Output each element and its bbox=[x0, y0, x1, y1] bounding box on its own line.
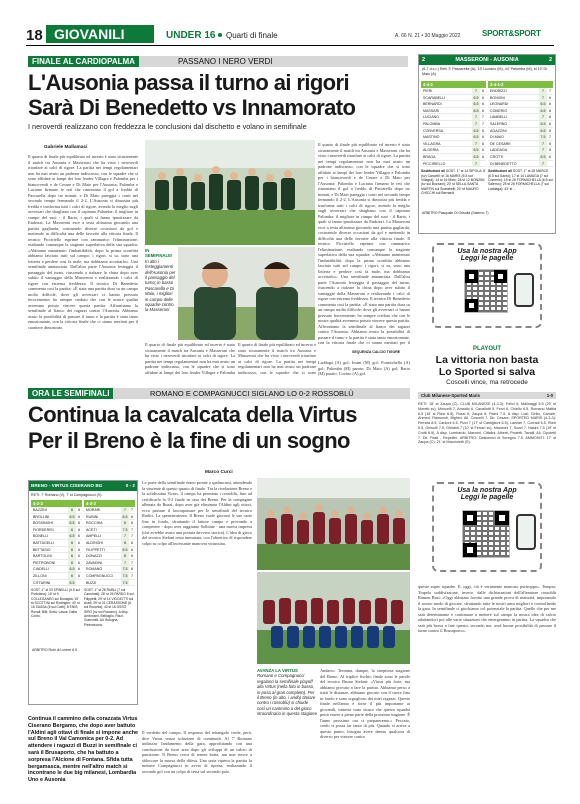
player-rating-alt: 6 bbox=[78, 540, 80, 545]
player-name: CIADELLI bbox=[33, 567, 49, 572]
article1-photo-bottom bbox=[178, 247, 315, 340]
section-label: GIOVANILI bbox=[54, 26, 125, 42]
player-rating-alt: 6 bbox=[482, 95, 484, 100]
player-rating: 7 bbox=[539, 88, 547, 94]
team1-row bbox=[421, 154, 486, 161]
player-name: SALERNO bbox=[490, 121, 508, 126]
virtus-row bbox=[84, 553, 135, 560]
article1-subtitle: I neroverdi realizzano con freddezza le conclusioni dal dischetto e volano in semifinale bbox=[28, 122, 307, 131]
player-rating-alt: 6 bbox=[549, 95, 551, 100]
player-name: SCARABELLI bbox=[423, 95, 446, 100]
team1-row bbox=[421, 114, 486, 121]
player-name: BUZZI bbox=[86, 580, 97, 585]
player-name: DI BENEDETTO bbox=[490, 161, 517, 166]
player-rating: 6.5 bbox=[473, 154, 479, 159]
team1-row bbox=[421, 101, 486, 108]
playout-subtitle: Coscelli vince, ma retrocede bbox=[446, 379, 528, 386]
article2-lead: Continua il cammino della corazzata Virtus Ciserano Bergamo, che dopo aver battuto l'Aldini agli ottavi di finale si impone anche sul Breno il Val Camonica per 0-2. Ad attendere i ragazzi di Buzzi in semifinale ci sarà il Brusaporto, che ha battuto a sorpresa l'Alcione di Fontana. Sfida tutta bergamasca, mentre nell'altro match si incontrano le due big milanesi, Lombardia Uno e Ausonia bbox=[28, 716, 138, 784]
player-rating-alt: 6 bbox=[482, 102, 484, 107]
team2-row bbox=[488, 134, 553, 141]
breno-row bbox=[31, 527, 82, 534]
article2-caption-title: AVANZA LA VIRTUS bbox=[257, 668, 298, 673]
player-rating-alt: 7 bbox=[549, 89, 551, 93]
kicker-tag-1: FINALE AL CARDIOPALMA bbox=[28, 56, 139, 67]
breno-row bbox=[31, 560, 82, 567]
player-rating: 6 bbox=[68, 527, 76, 533]
player-rating: 6.5 bbox=[69, 514, 75, 519]
player-name: BOSSINGHI bbox=[33, 521, 53, 526]
player-name: ROMANO bbox=[86, 567, 103, 572]
breno-row bbox=[31, 507, 82, 514]
player-rating-alt: 6 bbox=[78, 547, 80, 552]
player-rating-alt bbox=[129, 580, 135, 586]
scorebox-2-score: 0 - 2 bbox=[125, 483, 135, 488]
page-header bbox=[0, 0, 580, 46]
team2-module: 3-4-1-2 bbox=[488, 81, 553, 88]
breno-row bbox=[31, 520, 82, 527]
bullet-icon bbox=[218, 33, 222, 37]
subcategory-label: Quarti di finale bbox=[226, 31, 278, 40]
player-rating-alt: 6 bbox=[482, 128, 484, 133]
playout-title-line1: La vittoria non basta bbox=[435, 354, 539, 366]
virtus-row bbox=[84, 560, 135, 567]
virtus-ratings bbox=[84, 500, 135, 586]
player-rating: 7.5 bbox=[122, 567, 128, 572]
team2-row bbox=[488, 101, 553, 108]
player-rating: 7.5 bbox=[122, 580, 128, 585]
player-rating-alt: 6 bbox=[131, 521, 133, 526]
player-rating: 6.5 bbox=[473, 102, 479, 107]
breno-arbiter: ARBITRO Rubi di Lovere 6.5 bbox=[32, 648, 77, 653]
team2-row bbox=[488, 161, 553, 168]
category-label: UNDER 16 bbox=[166, 30, 216, 41]
phone-icon bbox=[514, 273, 534, 307]
team2-row bbox=[488, 141, 553, 148]
team1-row bbox=[421, 161, 486, 168]
player-rating: 6 bbox=[68, 553, 76, 559]
player-rating: 7 bbox=[539, 141, 547, 147]
player-rating-alt: 6 bbox=[549, 154, 551, 159]
player-rating: 6 bbox=[68, 547, 76, 553]
scorebox-1 bbox=[418, 54, 556, 234]
player-rating: 6.5 bbox=[540, 128, 546, 133]
team2-row bbox=[488, 147, 553, 154]
player-rating-alt: 7 bbox=[131, 527, 133, 532]
article1-author: Gabriele Mallamaci bbox=[44, 145, 88, 150]
team2-row bbox=[488, 114, 553, 121]
article1-body-col1: Il quarto di finale più equilibrato ed incerto è stato sicuramente il match tra Ausonia e Masseroni che ha visto i neroverdi trionfare ai calci di rigore. La partita nei tempi regolamentari non ha mai avuto un padrone indiscusso, con le squadre che si sono affidate ai lampi dei loro leader Villagra e Palomba per i biancoverdi e de Cesare e Di Maio per l'Ausonia; Palomba e Luciano firmano le reti che rimontano il gol a freddo di Pascarella dopo tre minuti, e Di Maio pareggia i conti nel secondo tempo fermando il 2-2. L'Ausonia si dimostra più fredda e trasforma tutti i calci di rigore, avendo la meglio sugli avversari che sbagliano con il capitano Palomba: il migliore in campo del suoi - il Rario, i quali si fanno ipnotizzare da Endrizzi. La Masseroni esce a testa altissima giocando una partita gagliarda, costruendo diverse occasioni da gol e mettendo in difficoltà una delle favorite alla vittoria finale. Il tecnico Picciriello esprime con rammarico l'eliminazione, esaltando comunque la stagione superlativa della sua squadra: «Abbiamo mantenuto l'imbattibilità, dopo la prima sconfitta abbiamo lasciato tutti sul campo: i rigori, si sa, sono una lotteria e perdere così fa male, ma dobbiamo accettarlo». Una semifinale annunciata. Dall'altra parte l'Ausonia festeggia il passaggio del turno, riuscendo a rialzare la china dopo aver subito il vantaggio della Masseroni e realizzando i calci di rigore con estrema freddezza. Il tecnico Di Benedetto commenta così la partita: «È stata una partita dura su un campo molto difficile, dove gli avversari ci hanno pressato ferocemente; ho sempre creduto che con le nostre qualità avremmo potuto vincere questa partita. Affrontiamo la semifinale al fianco dei ragazzi contro l'Ausonia. Abbiamo avuto la possibilità di passare il turno e la partita è stata tanto emozionante, con la vittoria finale che ci siamo meritati per il carattere dimostrato. bbox=[28, 154, 138, 330]
player-name: CITTARINI bbox=[33, 580, 51, 585]
breno-row bbox=[31, 540, 82, 547]
player-name: BROLLINI bbox=[33, 514, 50, 519]
player-rating-alt: 6 bbox=[131, 540, 133, 545]
team1-row bbox=[421, 141, 486, 148]
player-name: BERNARDI bbox=[423, 102, 442, 107]
team2-row bbox=[488, 108, 553, 115]
player-rating-alt: 6 bbox=[78, 534, 80, 539]
section-badge bbox=[46, 25, 154, 43]
player-rating: 6 bbox=[68, 560, 76, 566]
player-rating: 6.5 bbox=[540, 108, 546, 113]
player-rating: 6.5 bbox=[69, 521, 75, 526]
virtus-row bbox=[84, 514, 135, 521]
player-rating-alt: 7 bbox=[482, 115, 484, 120]
virtus-row bbox=[84, 580, 135, 587]
player-name: BAZZINI bbox=[33, 508, 47, 512]
subs2 bbox=[488, 169, 553, 209]
scorebox-1-title: MASSERONI - AUSONIA bbox=[455, 57, 519, 63]
article2-body-col1: Le porte della semifinale erano pronte a spalancarsi, attendendo la vincente di questo quarto di finale. Tra la rivelazione Breno e la solidissima Virtus, il campo ha premiato i rossoblù, fino ad certificarlo lo 0-2 finale in casa dei Breno. Per la compagine allenata da Buzzi, dopo aver già eliminato l'Aldini agli ottavi, ecco passare il lasciapassare per le semifinali del tecnico Radici. La spensieratezza. Il Breno vuole giocarsi le sue carte fino in fondo, sfruttando il fattore campo e provando a competere - dopo aver raggiunto Solbiate - una nuova impresa (che avrebbe avuto una portata davvero storica). L'idea di gioco del tecnico Stefani resta immutata, con l'obiettivo di rispondere colpo su colpo all'incessante manovra virtussina. bbox=[142, 480, 252, 546]
virtus-row bbox=[84, 507, 135, 514]
breno-row bbox=[31, 547, 82, 554]
player-rating: 6.5 bbox=[69, 534, 75, 539]
player-rating: 6.5 bbox=[473, 128, 479, 133]
player-name: BETTASIO bbox=[33, 547, 51, 552]
subs1-title: Sostituzioni all bbox=[421, 169, 445, 174]
team1-ratings bbox=[421, 81, 486, 167]
player-name: LAMBELLI bbox=[490, 115, 508, 120]
team1-row bbox=[421, 88, 486, 95]
team1-module: 4-4-2 bbox=[421, 81, 486, 88]
player-name: ALGERIA bbox=[423, 148, 439, 153]
player-rating: 7 bbox=[472, 88, 480, 94]
playout-teams: Club Milanese-Sported Maris bbox=[421, 393, 480, 398]
player-name: ALDRIGHI bbox=[86, 540, 103, 545]
team1-row bbox=[421, 147, 486, 154]
player-rating: 6 bbox=[121, 553, 129, 559]
breno-row bbox=[31, 514, 82, 521]
article2-photo-top bbox=[257, 478, 410, 570]
player-rating: 6 bbox=[121, 540, 129, 546]
playout-score: 1-0 bbox=[546, 393, 553, 398]
player-rating: 7.5 bbox=[122, 527, 128, 532]
player-name: MORARI bbox=[86, 508, 101, 512]
app-promo-1[interactable] bbox=[432, 243, 542, 328]
player-rating-alt: 7 bbox=[482, 121, 484, 126]
kicker-text-1: PASSANO I NERO VERDI bbox=[178, 57, 273, 66]
player-rating: 6.5 bbox=[69, 580, 75, 585]
kicker-band-1 bbox=[28, 56, 408, 67]
player-name: PICCIRIELLO bbox=[423, 161, 446, 166]
article2-body-col4: queste super squadre. E, oggi, ciò è veramente mancato purtroppo». Tempra. Trapela soddisfazione, invece, dalle dichiarazioni dell'allenatore rossoblù Ramon Busi: «Oggi abbiamo fornito una grande prova di maturità, imponendo il nostro modo di giocare, sfruttando tutte le nostri armi migliori e controllando la gara. In semifinale ci giochiamo col potenziale la partita. Quello che per me sarà determinante è continuare a mettere sul campo la nostra idea di calcio adattandoci poi alle varie situazioni che emergeranno in partita. La squadra che sarà più brava a fare questo, secondo me, avrà buone possibilità di passare il turno contro il Brusaporto». bbox=[418, 584, 556, 633]
player-rating: 7 bbox=[472, 121, 480, 127]
player-name: FIORDERISI bbox=[33, 527, 54, 532]
player-name: DI MAIO bbox=[490, 135, 504, 140]
qr-code-2[interactable] bbox=[462, 510, 510, 558]
player-name: ENDRIZZI bbox=[490, 89, 507, 93]
breno-row bbox=[31, 573, 82, 580]
player-rating-alt: 6 bbox=[78, 567, 80, 572]
player-name: BONELLI bbox=[33, 534, 49, 539]
breno-subs: SOST. 1° st 33 SPINELLI (6.5 sul Portolano); 16' st 9 COLLEGANEO sul Bonaglia; 15' st SCOTTINI sul Rodinghe; 40' st 16 SUASA (6 sul Coeli); 8 ENIS; Rocali; Billi; Sortu; Lascà; Dalla Conto. bbox=[31, 588, 80, 618]
player-rating-alt: 6 bbox=[549, 115, 551, 120]
article2-body-col2: Il verdetto del campo. Il responso del rettangolo verde, però, dice Virtus senza soluzione di continuità. Al 7' Romano indirizza l'andamento della gara, approfittando con una conclusione da fuori area dopo gli sviluppi di un calcio di punizione. Il Breno cerca di tenere botta, ma non riesce a sbloccare la morsa della difesa. Una seria ripresa la partita fa mettere Compagnucci in avvio di ripresa, realizzando il secondo gol con un colpo di testa sul secondo palo. bbox=[142, 730, 252, 774]
player-rating-alt: 7 bbox=[131, 508, 133, 512]
virtus-row bbox=[84, 547, 135, 554]
team1-row bbox=[421, 108, 486, 115]
player-name: VILLAGRA bbox=[423, 141, 441, 146]
player-rating-alt bbox=[547, 161, 553, 167]
player-rating: 6 bbox=[68, 540, 76, 546]
player-name: LUCIANO bbox=[423, 115, 439, 120]
player-rating: 6.5 bbox=[473, 108, 479, 113]
player-rating: 6.5 bbox=[540, 121, 546, 126]
scorebox-2 bbox=[28, 480, 138, 705]
player-rating: 7 bbox=[539, 161, 547, 167]
box-arbiter: ARBITRO Pasquale Di Grisolia (Salerno 7) bbox=[422, 211, 489, 216]
player-name: CROTTI bbox=[490, 154, 504, 159]
breno-module: 4-2-3 bbox=[31, 500, 82, 507]
subs1 bbox=[421, 169, 486, 209]
player-name: AGAZZINI bbox=[490, 128, 507, 133]
player-rating-alt: 7 bbox=[131, 560, 133, 565]
player-rating-alt: 6 bbox=[482, 108, 484, 113]
player-name: PALOMBA bbox=[423, 121, 441, 126]
player-rating-alt: 6 bbox=[78, 560, 80, 565]
player-name: DONAZZI bbox=[86, 554, 102, 559]
player-rating-alt: 6 bbox=[131, 547, 133, 552]
article1-quote-author: SEQUENZA CALCIO TIGORE bbox=[352, 350, 401, 354]
player-name: LEONARDI bbox=[490, 102, 509, 107]
playout-body: RETI: 18' st Zaupa (C). CLUB MILANESE (4-3-3): Felici 6, Malinaggi 6.5 (29' st Moretti sv), Moncelli 7, Amadio 6, Cavallotti 5, Ferzi 6, Chiello 6.5, Romano Mattia 6.5 (16' st Rizzi 6.5), Rossi 6, Zaupa 8, Palmi 7.5. A disp. Losi, Cirillo, Carrale, Ahmed, Raimondi, Bighini. All. Coscelli 7. Dir. Cesare. SPORTED MARIS (4-3-3): Ferrara 8.5, Cantoni 6.5, Pizzi 7 (17' st Castiglioni 6.5), Lazzari 7, Corradi 6.5, Rizzi 6.5, Ghisolfi 7.5, Ghiraldi 7 (10' st Ferrari sv), Maccioni 7, Sozzi 7, Nasini 7.5 (19' st Crotti 6.5). A disp. Lombardo, Marzoni, Cittalini, Alberti, Protetti, Tavalli. All. Cipoletti 7. Dir. Pasti - Repellini. ARBITRO: Dasicenici di Seregno 7.5. AMMONITI: 17' st Zaupa (C), 21' st Maccioletti (S). bbox=[418, 402, 556, 445]
player-name: PIETROBONI bbox=[33, 560, 56, 565]
article2-caption-text: Romano e Compagnucci regalano la semifinale playoff alla Virtus (nella foto in basso, in posa al gran completo). Per il Breno (in alto, i andò) titolare contro i rossoblù) si chiude così un cammino a del gioco straordinario in questa stagione bbox=[257, 673, 317, 717]
player-rating: 7.5 bbox=[540, 135, 546, 140]
playout-result bbox=[418, 392, 556, 399]
article2-title bbox=[28, 402, 418, 454]
player-rating: 6.5 bbox=[540, 102, 546, 107]
team1-row bbox=[421, 95, 486, 102]
player-name: RUBINI bbox=[86, 514, 99, 519]
player-rating: 7 bbox=[121, 560, 129, 566]
player-rating: 7 bbox=[539, 114, 547, 120]
player-name: MASSARI bbox=[423, 108, 440, 113]
team1-row bbox=[421, 134, 486, 141]
article1-caption bbox=[145, 248, 176, 340]
team2-row bbox=[488, 154, 553, 161]
brand-logo: SPORT&SPORT bbox=[482, 29, 541, 38]
player-rating: 7 bbox=[472, 114, 480, 120]
breno-row bbox=[31, 580, 82, 587]
team1-row bbox=[421, 128, 486, 135]
article2-photo-bottom bbox=[257, 572, 410, 664]
player-rating: 7 bbox=[121, 507, 129, 513]
kicker-tag-2: ORA LE SEMIFINALI bbox=[28, 388, 113, 399]
app-promo-2-line2: Leggi le pagelle bbox=[460, 494, 514, 501]
team1-row bbox=[421, 121, 486, 128]
article2-body-col3: Andacio. Termina, dunque, la strepitosa stagione del Breno. Al triplice fischio finale sono le parole del tecnico Bruno Stefani: «Virtus più forte, ma abbiamo provato a fare la partita. Abbiamo perso a tratti le distanze, abbiamo giocato con il cuore fino in fondo e sono orgoglioso dei miei ragazzi. Questo finale nell'anno è forse il più importante ai giovanili, tuttavia sono sicuro che questa squadra potrà essere a pieno parte della prossima stagione. È l'anno prossimo ora ci prepareremo.» Peccato, credo si possa far tanto di più. Quando si arriva a questo punto, bisogna avere dentro qualcosa di diverso per vincere contro bbox=[320, 668, 410, 739]
virtus-row bbox=[84, 533, 135, 540]
header-rule bbox=[26, 45, 554, 46]
player-rating-alt: 6 bbox=[549, 128, 551, 133]
player-name: AMPELLI bbox=[86, 534, 102, 539]
player-rating-alt: 6 bbox=[78, 573, 80, 578]
app-promo-1-line2: Leggi le pagelle bbox=[460, 255, 514, 262]
player-name: CONVERSA bbox=[423, 128, 444, 133]
article2-author: Marco Curci bbox=[205, 470, 233, 475]
player-rating: 6.5 bbox=[122, 514, 128, 519]
player-rating: 6 bbox=[68, 507, 76, 513]
player-name: COMERIO bbox=[490, 108, 508, 113]
kicker-band-2 bbox=[28, 388, 410, 399]
virtus-module: 4-3-3 bbox=[84, 500, 135, 507]
playout-title-line2: Lo Sported si salva bbox=[438, 366, 536, 378]
player-rating-alt: 6 bbox=[482, 141, 484, 146]
scorebox-2-header bbox=[29, 481, 137, 491]
player-name: MASTINO bbox=[423, 135, 440, 140]
playout-label: PLAYOUT bbox=[472, 346, 502, 352]
player-rating-alt: 6 bbox=[78, 514, 80, 519]
subs2-title: Sostituzioni all bbox=[488, 169, 512, 174]
breno-row bbox=[31, 553, 82, 560]
article1-title bbox=[28, 70, 410, 120]
article1-body-col3: Il quarto di finale più equilibrato ed incerto è stato sicuramente il match tra Ausonia e Masseroni che ha visto i neroverdi trionfare ai calci di rigore. La partita nei tempi regolamentari non ha mai avuto un padrone indiscusso, con le squadre che si sono bbox=[238, 342, 316, 375]
team2-row bbox=[488, 95, 553, 102]
player-rating-alt bbox=[76, 580, 82, 586]
article1-title-line1: L'Ausonia passa il turno ai rigori bbox=[28, 70, 349, 95]
player-name: PIERI bbox=[423, 89, 433, 93]
article1-body-col2: Il quarto di finale più equilibrato ed incerto è stato sicuramente il match tra Ausonia e Masseroni che ha visto i neroverdi trionfare ai calci di rigore. La partita nei tempi regolamentari non ha mai avuto un padrone indiscusso, con le squadre che si sono affidate ai lampi dei loro leader Villagra e Palomba bbox=[145, 342, 235, 375]
player-rating: 6.5 bbox=[122, 547, 128, 552]
scorebox-1-home-score: 2 bbox=[422, 57, 426, 63]
player-name: BONVINI bbox=[490, 95, 505, 100]
subs1-text: SOST. 1° st 14 SIPOLA; 8 (sv) Cancelli; st 16 MARIS (6.5 sul Villagra); 14 st 16 Mirto; 28 st 12 BONZINI (sv sul Bozzani); 20' st SELLA SANTA MARTIN sul Scarabelli; 20' st MAURO CHICCHI sul Bernardi bbox=[421, 169, 486, 196]
player-rating: 6.5 bbox=[540, 154, 546, 159]
player-rating: 7 bbox=[539, 147, 547, 153]
article2-title-line2: Per il Breno è la fine di un sogno bbox=[28, 428, 350, 453]
qr-code-1[interactable] bbox=[464, 269, 508, 313]
team2-ratings bbox=[488, 81, 553, 167]
player-name: LADDAGA bbox=[490, 148, 508, 153]
player-rating: 6 bbox=[121, 520, 129, 526]
player-rating-alt: 6 bbox=[549, 148, 551, 153]
player-rating-alt: 6 bbox=[482, 148, 484, 153]
player-rating-alt: 8 bbox=[131, 567, 133, 572]
breno-ratings bbox=[31, 500, 82, 586]
player-name: BARTOLINI bbox=[33, 554, 52, 559]
player-name: DE CESARE bbox=[490, 141, 511, 146]
article1-title-line2: Sarà Di Benedetto vs Innamorato bbox=[28, 95, 356, 120]
player-rating-alt: 6 bbox=[549, 141, 551, 146]
player-name: FILIPPETTI bbox=[86, 547, 105, 552]
player-rating-alt: 6 bbox=[78, 508, 80, 512]
phone-icon-2 bbox=[516, 514, 536, 550]
player-rating-alt: 6 bbox=[482, 135, 484, 140]
article1-scorers: Laddaga (A) gol; Imini (M) gol; Formichella (A) gol; Palomba (M) parato; Di Maio (A) gol; Rario (M) parato; Covino (A) gol. bbox=[318, 360, 410, 376]
player-rating-alt: 7 bbox=[549, 135, 551, 140]
player-rating-alt: 6 bbox=[482, 89, 484, 93]
article2-title-line1: Continua la cavalcata della Virtus bbox=[28, 402, 357, 427]
player-rating-alt: 6 bbox=[549, 102, 551, 107]
virtus-row bbox=[84, 573, 135, 580]
scorebox-1-note: (6-7 d.c.r.) Reti: 3' Pascarella (A), 15' Luciano (M), 44' Palomba (M), st 10' Di Maio (A) bbox=[422, 67, 547, 76]
player-rating-alt: 7 bbox=[131, 573, 133, 578]
player-rating: 7 bbox=[472, 161, 480, 167]
player-rating-alt: 6 bbox=[549, 121, 551, 126]
player-rating-alt: 6 bbox=[78, 527, 80, 532]
player-rating-alt: 6 bbox=[131, 514, 133, 519]
team2-row bbox=[488, 88, 553, 95]
player-rating-alt: 7 bbox=[131, 534, 133, 539]
player-name: COMPAGNUCCI bbox=[86, 573, 114, 578]
team2-row bbox=[488, 128, 553, 135]
article1-caption-text: In alto i festeggiamenti dell'Ausonia per il passaggio del turno; in basso Pascarella e Di Maio, i migliori in campo delle squadre contro la Masseroni bbox=[145, 258, 176, 313]
article1-photo-top bbox=[145, 140, 315, 245]
player-rating-alt: 6 bbox=[78, 521, 80, 526]
player-rating-alt: 6 bbox=[78, 554, 80, 559]
playout-title bbox=[418, 354, 556, 387]
scorebox-2-note: RETI: 7' Romano (V), 7' st Compagnucci (V). bbox=[31, 493, 103, 497]
article1-caption-title: IN SEMIFINALE! bbox=[145, 248, 173, 259]
player-rating: 7 bbox=[472, 141, 480, 147]
player-rating: 6 bbox=[68, 573, 76, 579]
issue-info: A. 66 N. 21 • 30 Maggio 2022 bbox=[395, 33, 461, 39]
breno-row bbox=[31, 533, 82, 540]
subs2-text: SOST. 1° st 28 MARCE (6.5 sul Santo); 17 st 14 LAMAGA (7 sul Comerio); 19 st 26 FORMICHELLA (6.5 sul Salerno); 25 st 26 FORMICHELLA (7 sul Laddaga); 43' st ... bbox=[488, 169, 553, 191]
player-name: ZAVADINI bbox=[86, 560, 103, 565]
virtus-row bbox=[84, 527, 135, 534]
page-number: 18 bbox=[26, 27, 43, 44]
player-name: ZILLONI bbox=[33, 573, 47, 578]
scorebox-1-header bbox=[419, 55, 555, 65]
player-name: ROCCHIA bbox=[86, 521, 103, 526]
player-rating-alt: 6 bbox=[549, 108, 551, 113]
breno-row bbox=[31, 566, 82, 573]
virtus-row bbox=[84, 566, 135, 573]
virtus-subs: SOST. 1° st 28 RUBLI (7 sul Carminati); 28' st 26 PARDO 6 sul Filippetti; 29' st 14 VIGGIOTTI sul Aceti; 39' st 31 CERASSONE (6 sul Rocchia); 43 st 16 OSSO SIRO (sv sul Romano). A disp. Ambrosini, Bellioglio, Rizzi, Guerciotti. All. Bologna, Pietrobuona. bbox=[84, 588, 134, 627]
scorebox-2-title: BRENO - VIRTUS CISERANO BG bbox=[31, 483, 103, 488]
player-rating: 6.5 bbox=[473, 95, 479, 100]
player-name: BATTAGELLI bbox=[33, 540, 55, 545]
player-rating: 6.5 bbox=[473, 148, 479, 153]
player-rating-alt bbox=[480, 161, 486, 167]
team2-row bbox=[488, 121, 553, 128]
app-promo-1-line1: Usa la nostra App bbox=[457, 248, 517, 255]
virtus-row bbox=[84, 540, 135, 547]
player-rating: 6.5 bbox=[473, 135, 479, 140]
player-name: BRAGA bbox=[423, 154, 436, 159]
player-rating: 7.5 bbox=[122, 573, 128, 578]
player-name: ACETI bbox=[86, 527, 97, 532]
article2-caption bbox=[257, 668, 317, 776]
virtus-row bbox=[84, 520, 135, 527]
app-promo-2-line1: Usa la nostra App bbox=[457, 487, 517, 494]
player-rating: 6.5 bbox=[69, 567, 75, 572]
player-rating: 7 bbox=[539, 95, 547, 101]
player-rating-alt: 6 bbox=[482, 154, 484, 159]
player-rating: 7 bbox=[121, 533, 129, 539]
app-promo-2[interactable] bbox=[432, 482, 542, 572]
player-rating-alt: 6 bbox=[131, 554, 133, 559]
kicker-text-2: ROMANO E COMPAGNUCCI SIGLANO LO 0-2 ROSSOBLÙ bbox=[150, 389, 354, 398]
scorebox-1-away-score: 2 bbox=[548, 57, 552, 63]
article1-body-col4: Il quarto di finale più equilibrato ed incerto è stato sicuramente il match tra Ausonia e Masseroni che ha visto i neroverdi trionfare ai calci di rigore. La partita nei tempi regolamentari non ha mai avuto un padrone indiscusso, con le squadre che si sono affidate ai lampi dei loro leader Villagra e Palomba per i biancoverdi e de Cesare e Di Maio per l'Ausonia; Palomba e Luciano firmano le reti che rimontano il gol a freddo di Pascarella dopo tre minuti, e Di Maio pareggia i conti nel secondo tempo fermando il 2-2. L'Ausonia si dimostra più fredda e trasforma tutti i calci di rigore, avendo la meglio sugli avversari che sbagliano con il capitano Palomba: il migliore in campo del suoi - il Rario, i quali si fanno ipnotizzare da Endrizzi. La Masseroni esce a testa altissima giocando una partita gagliarda, costruendo diverse occasioni da gol e mettendo in difficoltà una delle favorite alla vittoria finale. Il tecnico Picciriello esprime con rammarico l'eliminazione, esaltando comunque la stagione superlativa della sua squadra: «Abbiamo mantenuto l'imbattibilità, dopo la prima sconfitta abbiamo lasciato tutti sul campo: i rigori, si sa, sono una lotteria e perdere così fa male, ma dobbiamo accettarlo». Una semifinale annunciata. Dall'altra parte l'Ausonia festeggia il passaggio del turno, riuscendo a rialzare la china dopo aver subito il vantaggio della Masseroni e realizzando i calci di rigore con estrema freddezza. Il tecnico Di Benedetto commenta così la partita: «È stata una partita dura su un campo molto difficile, dove gli avversari ci hanno pressato ferocemente; ho sempre creduto che con le nostre qualità avremmo potuto vincere questa partita. Affrontiamo la semifinale al fianco dei ragazzi contro l'Ausonia. Abbiamo avuto la possibilità di passare il turno e la partita è stata tanto emozionante, con la vittoria finale che ci siamo meritati per il bbox=[318, 142, 410, 345]
